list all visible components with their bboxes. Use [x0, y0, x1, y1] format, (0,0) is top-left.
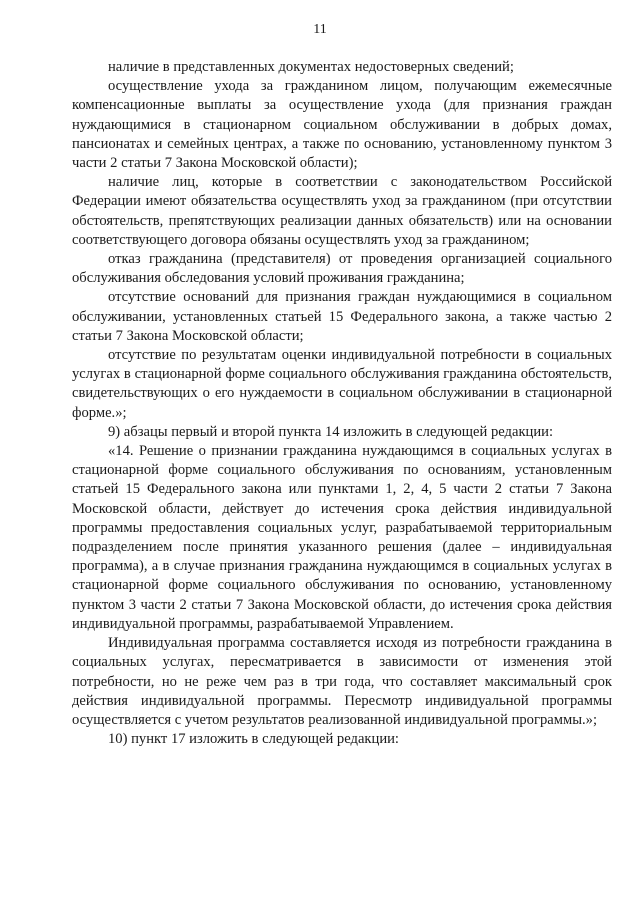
paragraph-item-9: 9) абзацы первый и второй пункта 14 изложить в следующей редакции: — [108, 423, 554, 440]
paragraph-individual-program: Индивидуальная программа составляется исходя из потребности гражданина в социальных услугах, пересматривается в зависимости от изменения этой потребности, но не реже чем раз в три года, что составляет максимальный срок действия индивидуальной программы. Пересмотр индивидуальной программы осуществляется с учетом результатов реализованной индивидуальной программы.»; — [72, 635, 612, 728]
paragraph-obligated-persons: наличие лиц, которые в соответствии с законодательством Российской Федерации имеют обязательства осуществлять уход за гражданином (при отсутствии обстоятельств, препятствующих реализации данных обязательств) или на основании соответствующего договора обязаны осуществлять уход за гражданином; — [72, 174, 612, 248]
paragraph-item-10: 10) пункт 17 изложить в следующей редакции: — [108, 731, 399, 748]
paragraph-no-grounds: отсутствие оснований для признания граждан нуждающимися в социальном обслуживании, установленных статьей 15 Федерального закона, а также частью 2 статьи 7 Закона Московской области; — [72, 289, 612, 344]
paragraph-care-by-person: осуществление ухода за гражданином лицом, получающим ежемесячные компенсационные выплаты за осуществление ухода (для признания граждан нуждающимися в стационарном социальном обслуживании в добрых домах, пансионатах и семейных центрах, а также по основанию, установленному пунктом 3 части 2 статьи 7 Закона Московской области); — [72, 78, 612, 172]
document-body — [72, 58, 612, 749]
paragraph-point-14: «14. Решение о признании гражданина нуждающимся в социальных услугах в стационарной форме социального обслуживания по основаниям, установленным статьей 15 Федерального закона или пунктами 1, 2, 4, 5 части 2 статьи 7 Закона Московской области, действует до истечения срока действия индивидуальной программы предоставления социальных услуг, разрабатываемой территориальным подразделением после принятия указанного решения (далее – индивидуальная программа), а в случае признания гражданина нуждающимся в социальных услугах в стационарной форме социального обслуживания по основанию, установленному пунктом 3 части 2 статьи 7 Закона Московской области, до истечения срока действия индивидуальной программы, разрабатываемой Управлением. — [72, 443, 612, 632]
paragraph-no-need-assessment: отсутствие по результатам оценки индивидуальной потребности в социальных услугах в стационарной форме социального обслуживания гражданина обстоятельств, свидетельствующих о его нуждаемости в социальном обслуживании в стационарной форме.»; — [72, 347, 612, 421]
paragraph-unreliable-info: наличие в представленных документах недостоверных сведений; — [108, 59, 514, 75]
page-number: 11 — [313, 22, 327, 37]
paragraph-refusal-inspection: отказ гражданина (представителя) от проведения организацией социального обслуживания обследования условий проживания гражданина; — [72, 251, 612, 287]
